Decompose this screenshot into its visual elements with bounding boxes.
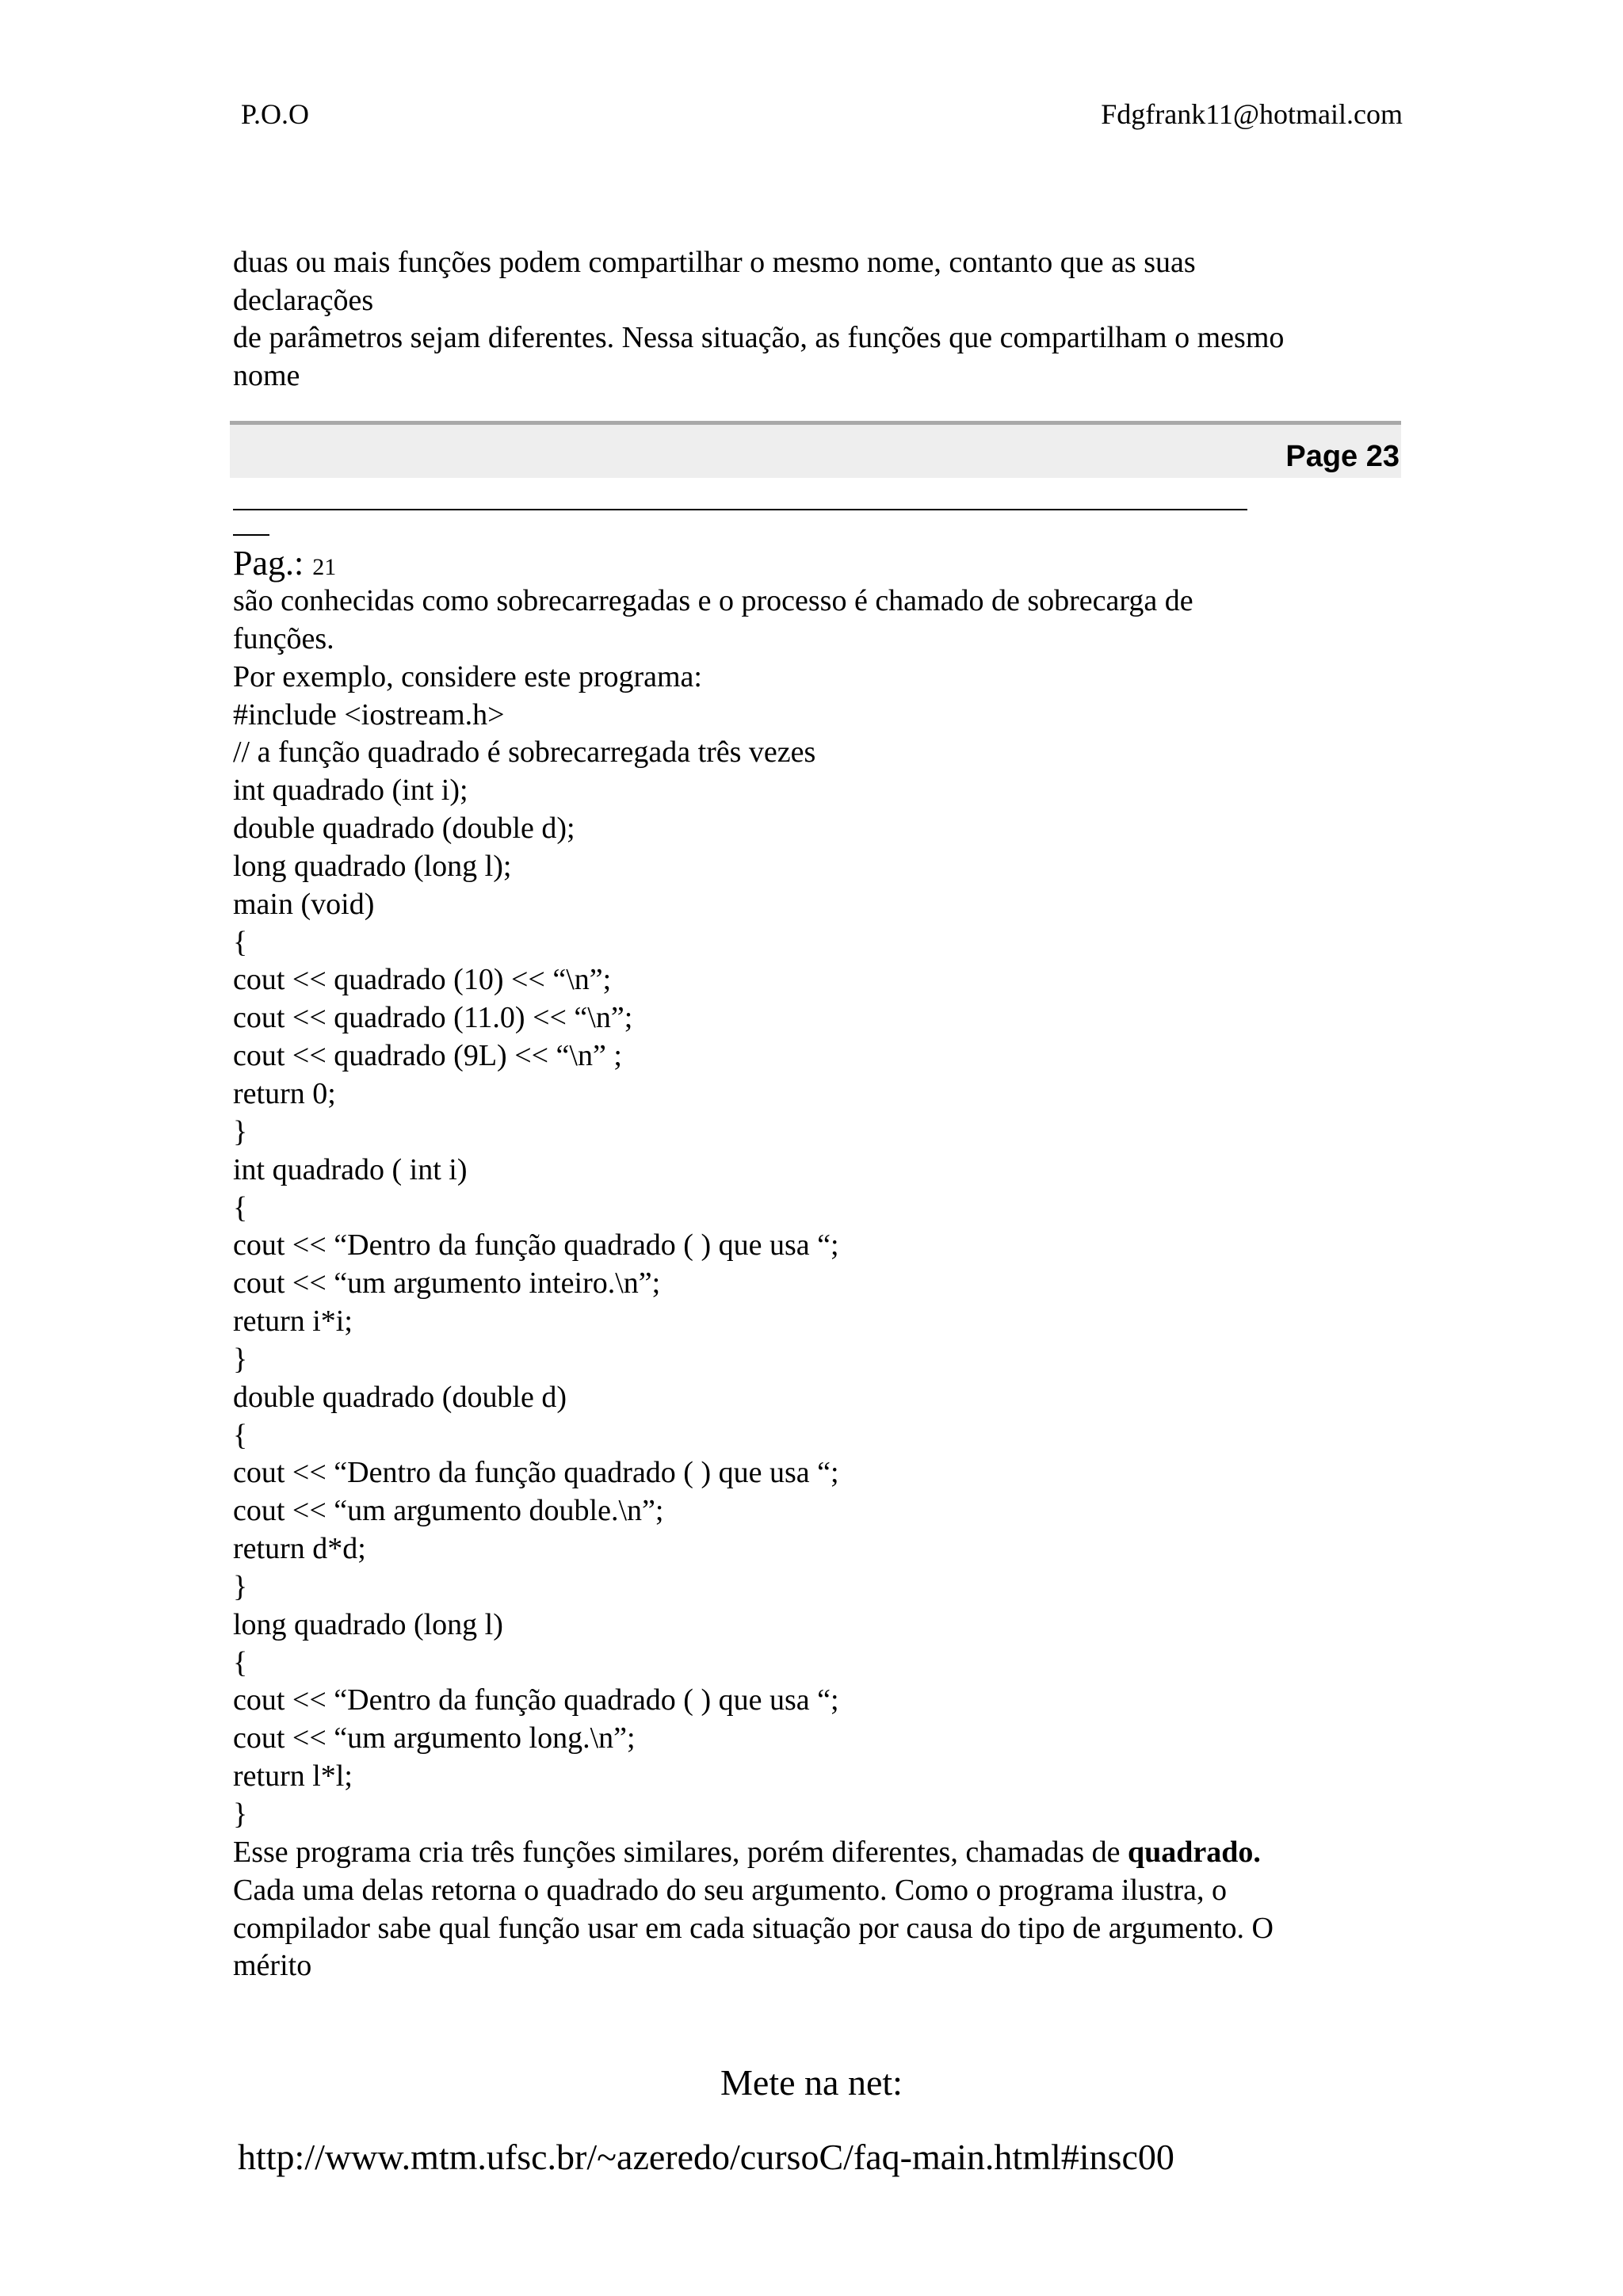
- code-line: cout << “um argumento double.\n”;: [233, 1494, 664, 1528]
- closing-text: Esse programa cria três funções similares, porém diferentes, chamadas de: [233, 1835, 1128, 1869]
- intro-line: declarações: [233, 283, 374, 317]
- code-line: return l*l;: [233, 1759, 353, 1794]
- code-line: cout << quadrado (9L) << “\n” ;: [233, 1039, 622, 1073]
- code-line: {: [233, 1418, 248, 1452]
- code-line: cout << “um argumento long.\n”;: [233, 1721, 636, 1755]
- code-line: cout << “Dentro da função quadrado ( ) que usa “;: [233, 1683, 839, 1717]
- code-line: int quadrado (int i);: [233, 774, 468, 808]
- code-line: main (void): [233, 887, 375, 921]
- code-line: int quadrado ( int i): [233, 1152, 468, 1186]
- footer-title: Mete na net:: [720, 2062, 903, 2103]
- separator-rule-short: [233, 534, 269, 536]
- pag-number: 21: [312, 554, 337, 580]
- code-line: cout << quadrado (11.0) << “\n”;: [233, 1001, 633, 1035]
- code-line: return d*d;: [233, 1532, 366, 1566]
- code-line: cout << “Dentro da função quadrado ( ) que usa “;: [233, 1228, 839, 1263]
- code-line: }: [233, 1569, 248, 1603]
- closing-bold-term: quadrado.: [1128, 1835, 1261, 1869]
- closing-line: compilador sabe qual função usar em cada situação por causa do tipo de argumento. O: [233, 1911, 1274, 1945]
- page-number-label: Page 23: [1285, 440, 1400, 473]
- code-line: {: [233, 1645, 248, 1679]
- intro-paragraph: [233, 244, 1403, 395]
- footer-url: http://www.mtm.ufsc.br/~azeredo/cursoC/faq-main.html#insc00: [238, 2137, 1174, 2177]
- closing-line: Cada uma delas retorna o quadrado do seu argumento. Como o programa ilustra, o: [233, 1873, 1228, 1907]
- body-text: [233, 583, 1406, 1985]
- intro-line: duas ou mais funções podem compartilhar o mesmo nome, contanto que as suas: [233, 246, 1196, 279]
- separator-rule: [233, 509, 1247, 510]
- body-line: são conhecidas como sobrecarregadas e o processo é chamado de sobrecarga de: [233, 584, 1193, 617]
- code-line: }: [233, 1114, 248, 1148]
- code-line: #include <iostream.h>: [233, 697, 505, 732]
- code-line: double quadrado (double d);: [233, 812, 575, 846]
- code-line: cout << quadrado (10) << “\n”;: [233, 963, 612, 997]
- header-left-text: P.O.O: [241, 98, 310, 130]
- code-line: long quadrado (long l): [233, 1607, 503, 1641]
- header-email: Fdgfrank11@hotmail.com: [1101, 98, 1403, 130]
- body-line: funções.: [233, 621, 334, 655]
- code-line: }: [233, 1342, 248, 1376]
- code-line: cout << “um argumento inteiro.\n”;: [233, 1266, 661, 1301]
- code-line: {: [233, 925, 248, 959]
- intro-line: nome: [233, 358, 300, 392]
- code-line: }: [233, 1797, 248, 1831]
- code-line: cout << “Dentro da função quadrado ( ) que usa “;: [233, 1456, 839, 1490]
- code-line: double quadrado (double d): [233, 1380, 567, 1414]
- page-banner: [230, 421, 1401, 478]
- code-line: long quadrado (long l);: [233, 849, 512, 883]
- intro-line: de parâmetros sejam diferentes. Nessa situação, as funções que compartilham o mesmo: [233, 321, 1285, 354]
- body-line: Por exemplo, considere este programa:: [233, 659, 702, 693]
- code-line: return i*i;: [233, 1305, 353, 1339]
- closing-line: mérito: [233, 1949, 312, 1983]
- pag-label: Pag.:: [233, 544, 304, 583]
- code-line: return 0;: [233, 1076, 336, 1110]
- code-line: // a função quadrado é sobrecarregada três vezes: [233, 735, 816, 770]
- closing-line: [233, 1834, 1406, 1872]
- code-line: {: [233, 1190, 248, 1224]
